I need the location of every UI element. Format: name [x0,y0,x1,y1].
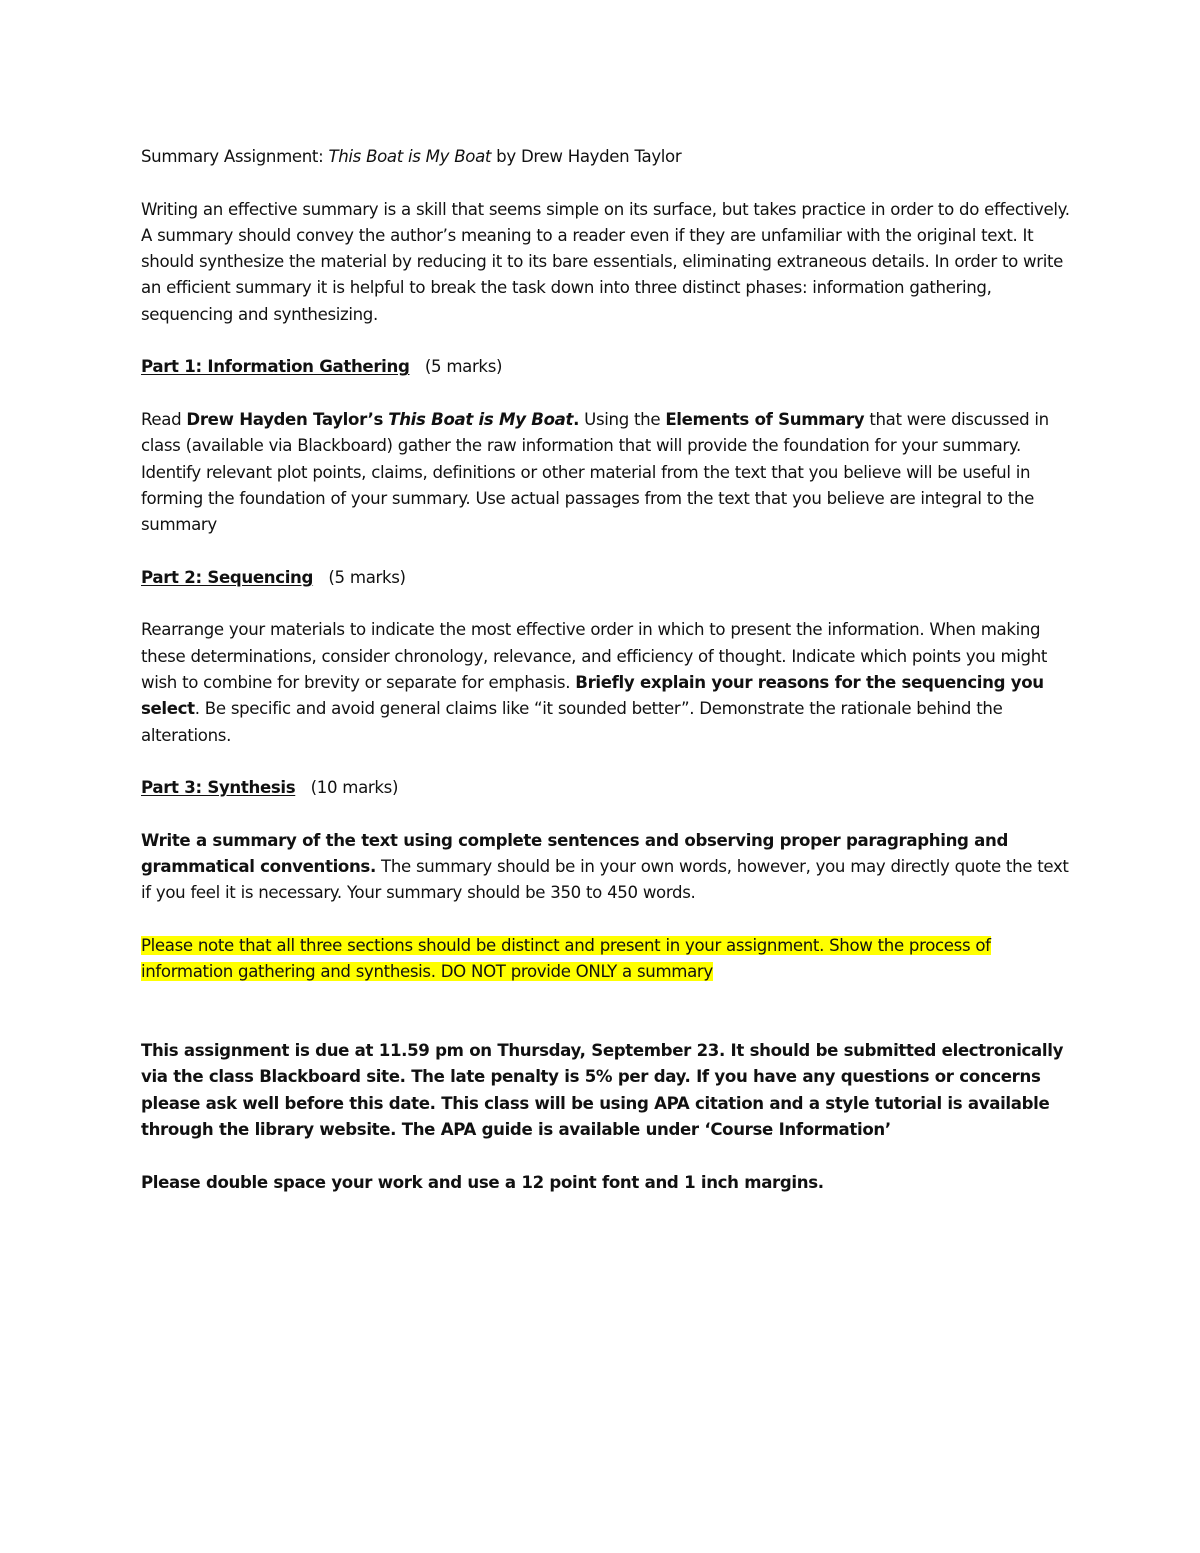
part1-heading: Part 1: Information Gathering (5 marks) [141,357,503,377]
document-body [141,144,1071,1222]
part3-paragraph: Write a summary of the text using complete sentences and observing proper paragraphing and grammatical conventions. The summary should be in your own words, however, you may directly quote the text if you feel it is necessary. Your summary should be 350 to 450 words. [141,830,1069,903]
intro-paragraph: Writing an effective summary is a skill that seems simple on its surface, but takes practice in order to do effectively. A summary should convey the author’s meaning to a reader even if they are unfamiliar with the original text. It should synthesize the material by reducing it to its bare essentials, eliminating extraneous details. In order to write an efficient summary it is helpful to break the task down into three distinct phases: information gathering, sequencing and synthesizing. [141,199,1070,324]
due-date-paragraph: This assignment is due at 11.59 pm on Thursday, September 23. It should be submitted electronically via the class Blackboard site. The late penalty is 5% per day. If you have any questions or concerns please ask well before this date. This class will be using APA citation and a style tutorial is available through the library website. The APA guide is available under ‘Course Information’ [141,1041,1064,1139]
part3-heading: Part 3: Synthesis (10 marks) [141,778,399,798]
work-title: This Boat is My Boat [328,147,492,166]
part2-heading: Part 2: Sequencing (5 marks) [141,567,406,587]
part2-paragraph: Rearrange your materials to indicate the most effective order in which to present the information. When making these determinations, consider chronology, relevance, and efficiency of thought. Indicate which points you might wish to combine for brevity or separate for emphasis. Briefly explain your reasons for the sequencing you select. Be specific and avoid general claims like “it sounded better”. Demonstrate the rationale behind the alterations. [141,620,1048,745]
highlighted-note: Please note that all three sections should be distinct and present in your assignment. Show the process of information gathering and synthesis. DO NOT provide ONLY a summary [141,935,991,982]
assignment-title: Summary Assignment: This Boat is My Boat by Drew Hayden Taylor [141,147,682,166]
part1-paragraph: Read Drew Hayden Taylor’s This Boat is My Boat. Using the Elements of Summary that were discussed in class (available via Blackboard) gather the raw information that will provide the foundation for your summary. Identify relevant plot points, claims, definitions or other material from the text that you believe will be useful in forming the foundation of your summary. Use actual passages from the text that you believe are integral to the summary [141,409,1049,535]
spacer [141,1012,1071,1038]
formatting-instructions: Please double space your work and use a 12 point font and 1 inch margins. [141,1172,824,1192]
